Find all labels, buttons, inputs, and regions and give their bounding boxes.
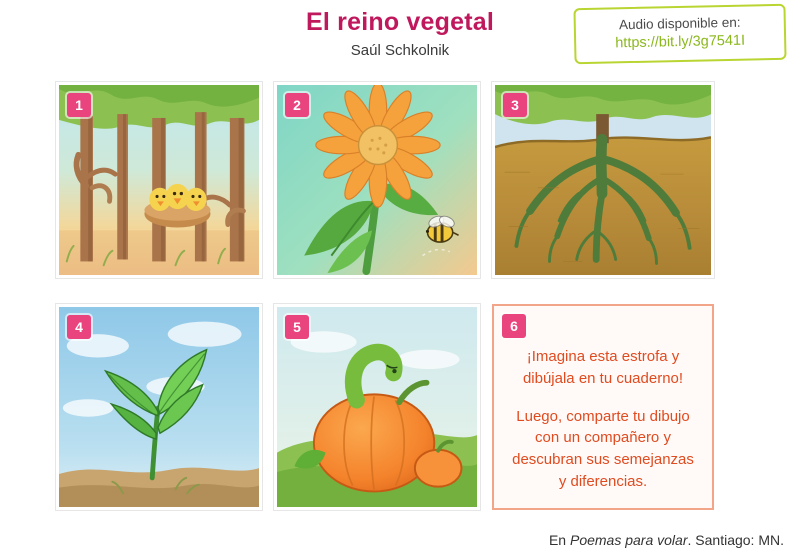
illustration-panel-5 bbox=[274, 304, 480, 510]
illustration-panel-1 bbox=[56, 82, 262, 278]
source-suffix: . Santiago: MN. bbox=[687, 532, 784, 548]
activity-line-1: ¡Imagina esta estrofa y dibújala en tu cuaderno! bbox=[522, 348, 684, 387]
page-title: El reino vegetal bbox=[306, 8, 494, 36]
activity-panel-6 bbox=[492, 304, 714, 510]
panel-number-badge: 2 bbox=[285, 93, 309, 117]
illustration-panel-3 bbox=[492, 82, 714, 278]
source-citation bbox=[549, 532, 784, 548]
audio-availability-box bbox=[573, 4, 786, 64]
activity-instructions bbox=[494, 346, 712, 493]
panel-number-badge: 1 bbox=[67, 93, 91, 117]
illustration-panel-2 bbox=[274, 82, 480, 278]
activity-line-2: Luego, comparte tu dibujo con un compañero y descubran sus semejanzas y diferencias. bbox=[512, 407, 694, 490]
panel-number-badge: 6 bbox=[502, 314, 526, 338]
source-book-title: Poemas para volar bbox=[569, 532, 688, 548]
audio-label: Audio disponible en: bbox=[618, 14, 741, 33]
panel-number-badge: 5 bbox=[285, 315, 309, 339]
illustration-panel-4 bbox=[56, 304, 262, 510]
panel-number-badge: 4 bbox=[67, 315, 91, 339]
audio-link[interactable]: https://bit.ly/3g7541I bbox=[615, 32, 746, 52]
roots-illustration bbox=[495, 85, 711, 275]
panel-number-badge: 3 bbox=[503, 93, 527, 117]
source-prefix: En bbox=[548, 532, 570, 548]
author-name: Saúl Schkolnik bbox=[350, 42, 450, 59]
